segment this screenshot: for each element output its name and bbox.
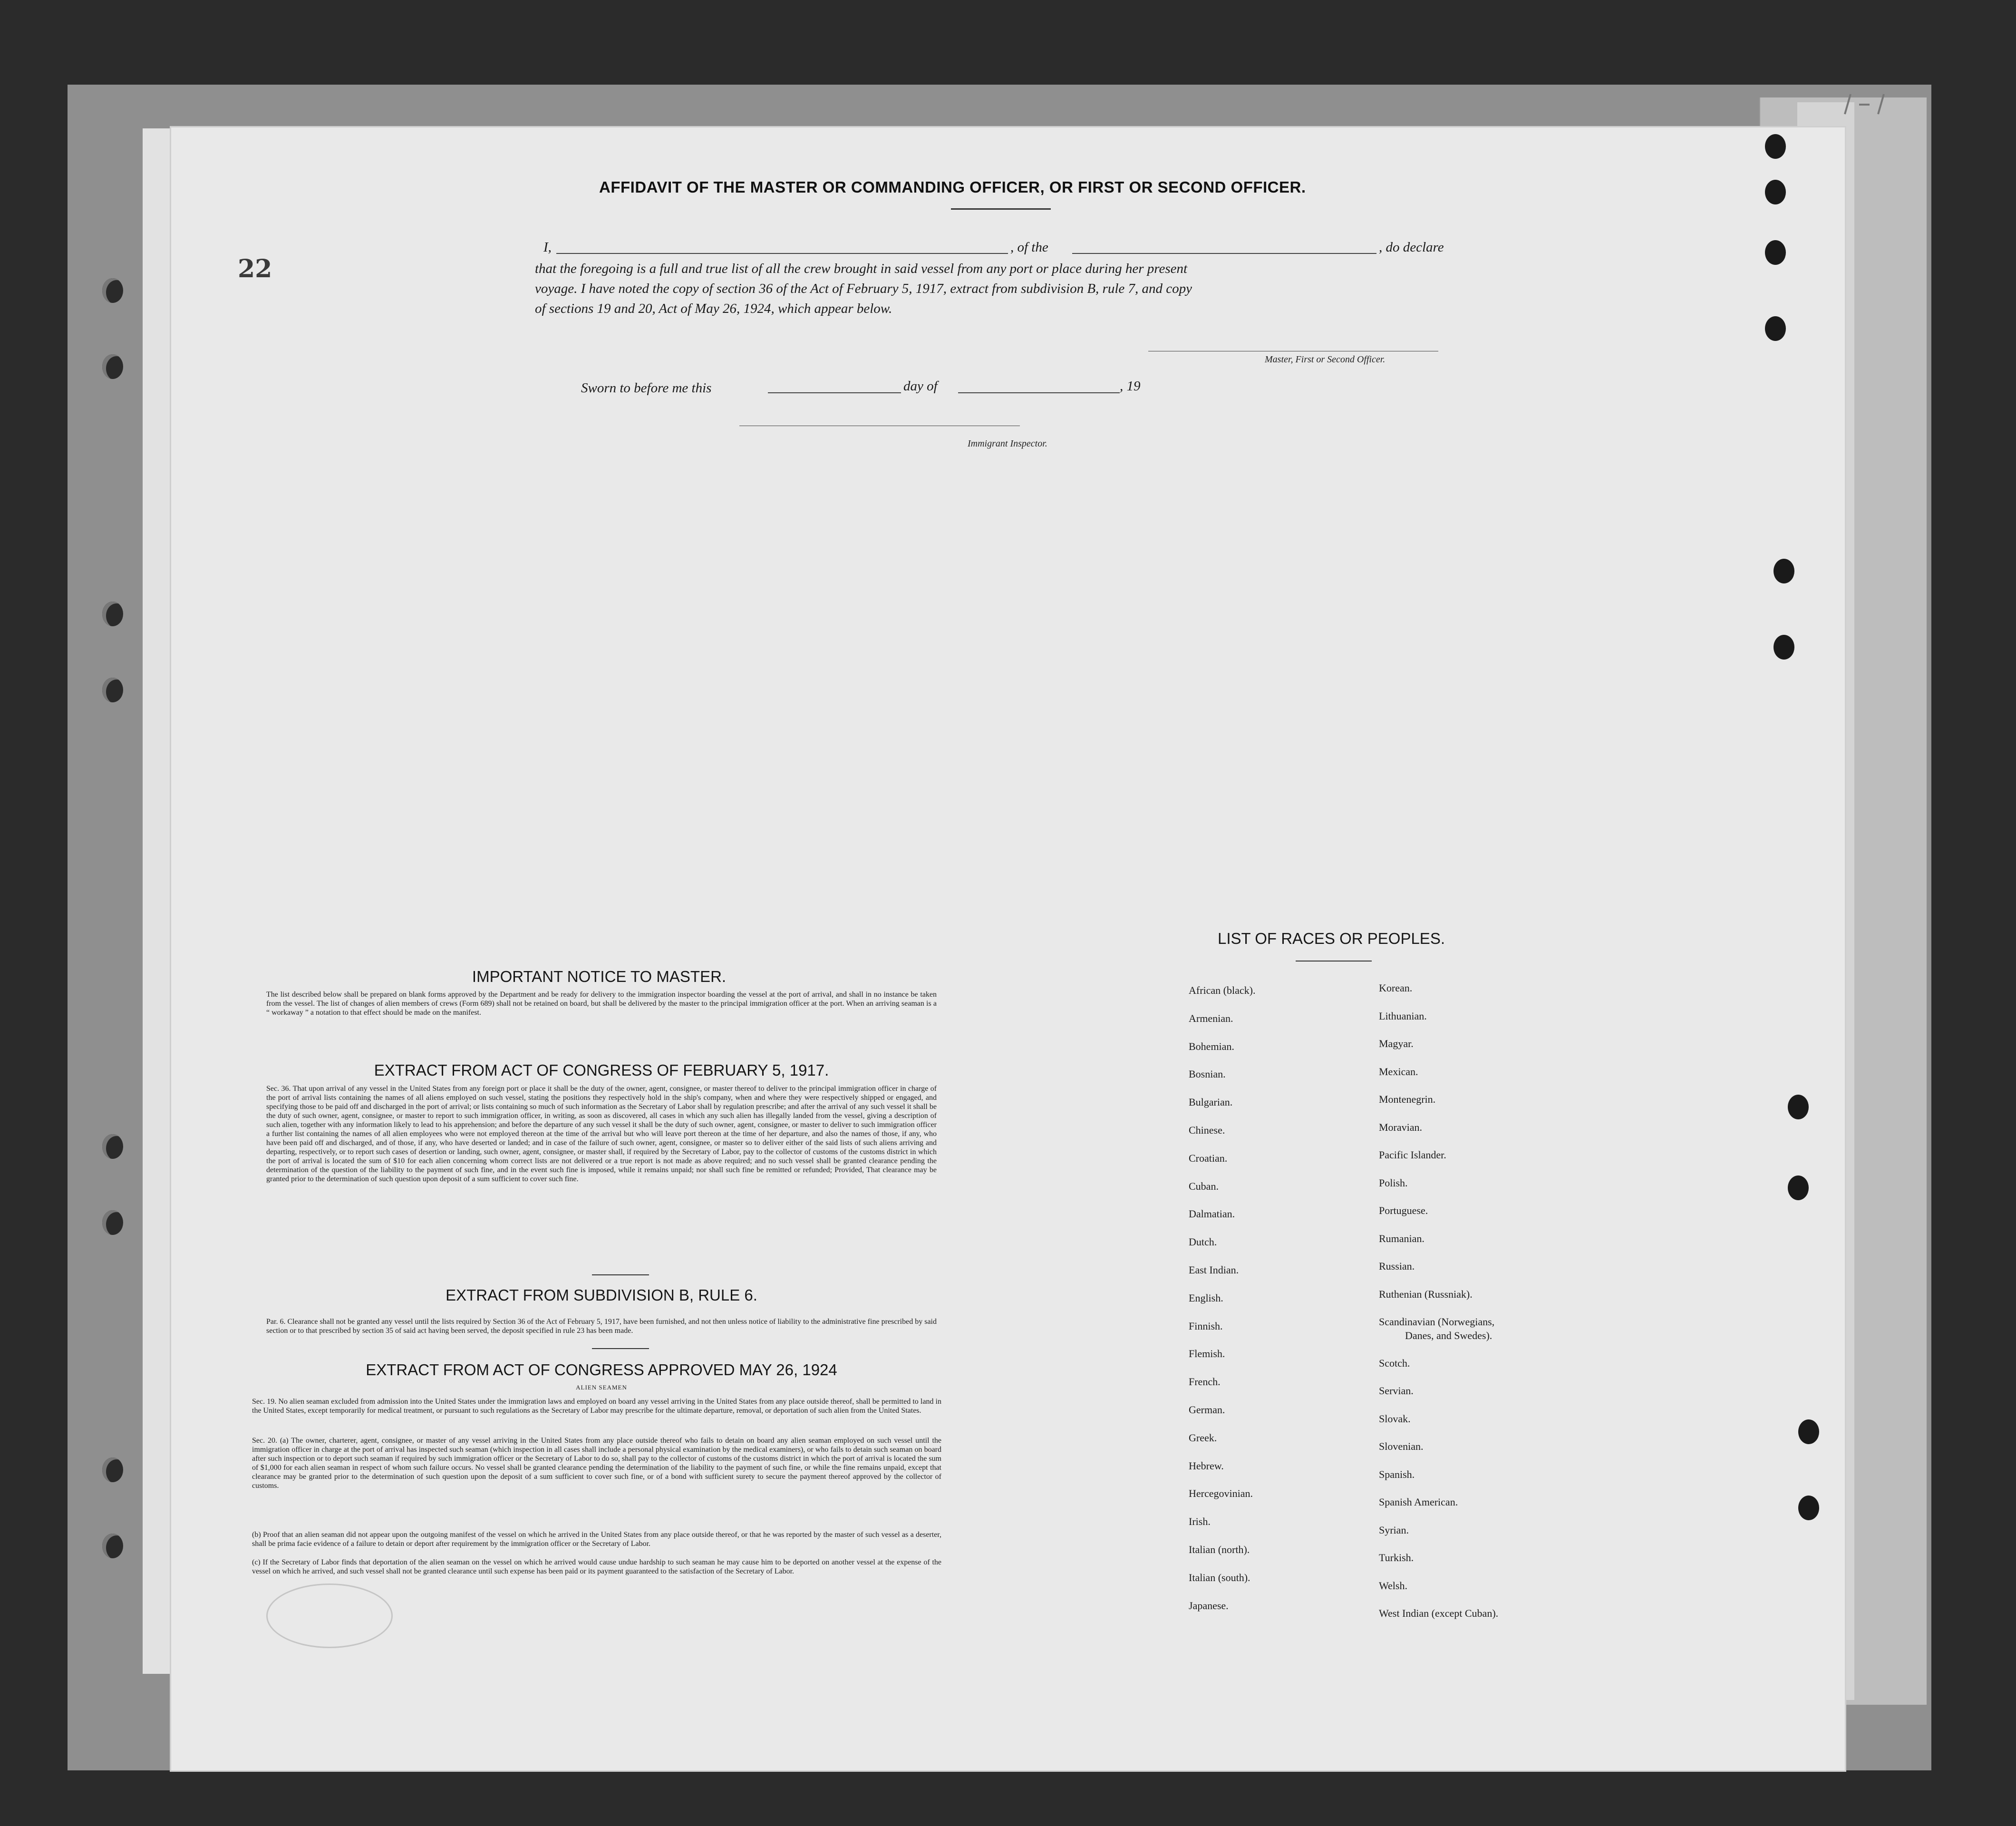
race-item: Slovak. <box>1379 1412 1411 1425</box>
race-item: Bulgarian. <box>1189 1096 1233 1108</box>
races-title: LIST OF RACES OR PEOPLES. <box>1217 930 1445 947</box>
race-item: Magyar. <box>1379 1038 1414 1049</box>
race-item: Irish. <box>1189 1515 1211 1528</box>
binder-hole <box>1788 1175 1809 1200</box>
extract-1924-sec20b: (b) Proof that an alien seaman did not appear upon the outgoing manifest of the vessel on which he arrived in the United States from any place outside thereof, or that he was reported by the master of such vessel as a deserter, shall be prima facie evidence of a failure to detain or deport after requirement by the immigration officer or the Secretary of Labor. <box>252 1531 941 1548</box>
race-item: German. <box>1189 1404 1225 1416</box>
section-divider <box>592 1348 649 1349</box>
signer-caption: Master, First or Second Officer. <box>1265 354 1386 365</box>
affidavit-divider <box>951 208 1051 210</box>
day-of-label: day of <box>903 379 938 394</box>
binder-hole <box>102 678 123 702</box>
race-item: Scotch. <box>1379 1357 1410 1369</box>
section-divider <box>592 1274 649 1275</box>
race-item: Ruthenian (Russniak). <box>1379 1288 1473 1300</box>
extract-1917-body: Sec. 36. That upon arrival of any vessel in the United States from any foreign port or place it shall be the duty of the owner, agent, consignee, or master thereof to deliver to the principal immigration officer in charge of the port of arrival lists containing the names of all aliens employed on such vessel, stating the positions they respectively hold in the ship's company, when and where they were respectively shipped or engaged, and specifying those to be paid off and discharged in the port of arrival; or lists containing so much of such information as the Secretary of Labor shall by regulation prescribe; and after the arrival of any such vessel it shall be the duty of such owner, agent, consignee, or master to report to such immigration officer, in writing, as soon as discovered, all cases in which any such alien has illegally landed from the vessel, giving a description of such alien, together with any information likely to lead to his apprehension; and before the departure of any such vessel it shall be the duty of such owner, agent, consignee, or master to deliver to such immigration officer a further list containing the names of all alien employees who were not employed thereon at the time of the arrival but who will leave port thereon at the time of her departure, and also the names of those, if any, who have been paid off and discharged, and of those, if any, who have deserted or landed; and in case of the failure of such owner, agent, consignee, or master so to deliver either of the said lists of such aliens arriving and departing, respectively, or to report such cases of desertion or landing, such owner, agent, consignee, or master shall, if required by the Secretary of Labor, pay to the collector of customs of the customs district in which the port of arrival is located the sum of $10 for each alien concerning whom correct lists are not delivered or a true report is not made as above required; and no such vessel shall be granted clearance pending the determination of the question of the liability to the payment of such fine, and in the event such fine is imposed, while it remains unpaid; nor shall such fine be remitted or refunded; Provided, That clearance may be granted prior to the determination of such question upon deposit of a sum sufficient to cover such fine. <box>266 1085 937 1183</box>
race-item: Chinese. <box>1189 1124 1225 1136</box>
notice-title: IMPORTANT NOTICE TO MASTER. <box>472 968 727 985</box>
race-item: Bohemian. <box>1189 1040 1234 1052</box>
manifest-page <box>171 127 1845 1770</box>
affidavit-of-the: , of the <box>1010 240 1048 255</box>
handwritten-edge-mark <box>1840 90 1897 119</box>
race-item: Italian (south). <box>1189 1571 1250 1583</box>
binder-hole <box>102 1534 123 1558</box>
binder-hole <box>1765 316 1786 341</box>
race-item: Mexican. <box>1379 1065 1418 1078</box>
name-line <box>556 253 1008 254</box>
extract-1924-title: EXTRACT FROM ACT OF CONGRESS APPROVED MAY 26, 1924 <box>366 1361 837 1379</box>
race-item: East Indian. <box>1189 1264 1239 1276</box>
extract-1924-sec20a: Sec. 20. (a) The owner, charterer, agent, consignee, or master of any vessel arriving in the United States from any place outside thereof who fails to detain on board any alien seaman employed on such vessel until the immigration officer in charge at the port of arrival has inspected such seaman (which inspection in all cases shall include a personal physical examination by the medical examiners), or who fails to detain such seaman on board after such inspection or to deport such seaman if required by such immigration officer or the Secretary of Labor to do so, shall pay to the collector of customs of the customs district in which the port of arrival is located the sum of $1,000 for each alien seaman in respect of whom such failure occurs. No vessel shall be granted clearance pending the determination of the liability to the payment of such fine, or while the fine remains unpaid, except that clearance may be granted prior to the determination of such question upon the deposit of a sum sufficient to cover such fine, or of a bond with sufficient surety to secure the payment thereof approved by the collector of customs. <box>252 1437 941 1490</box>
race-item: Welsh. <box>1379 1579 1407 1592</box>
race-item: French. <box>1189 1376 1221 1388</box>
race-item: English. <box>1189 1292 1223 1304</box>
race-item: Italian (north). <box>1189 1544 1250 1555</box>
race-item: Rumanian. <box>1379 1232 1425 1244</box>
extract-rule6-title: EXTRACT FROM SUBDIVISION B, RULE 6. <box>446 1286 757 1304</box>
race-item: Russian. <box>1379 1260 1415 1272</box>
race-item: African (black). <box>1189 984 1256 996</box>
race-item: Korean. <box>1379 982 1413 994</box>
extract-1917-title: EXTRACT FROM ACT OF CONGRESS OF FEBRUARY 5, 1917. <box>374 1061 829 1079</box>
race-item: Croatian. <box>1189 1152 1228 1164</box>
binder-hole <box>102 1134 123 1159</box>
extract-1924-subtitle: ALIEN SEAMEN <box>576 1384 627 1391</box>
race-item: Slovenian. <box>1379 1440 1424 1452</box>
affidavit-i: I, <box>543 240 552 255</box>
binder-hole <box>1765 134 1786 159</box>
binder-hole <box>1798 1496 1819 1520</box>
race-item: Turkish. <box>1379 1552 1414 1564</box>
affidavit-line-2: that the foregoing is a full and true list of all the crew brought in said vessel from any port or place during her present <box>535 261 1188 276</box>
year-label: , 19 <box>1120 379 1141 394</box>
affidavit-title: AFFIDAVIT OF THE MASTER OR COMMANDING OFFICER, OR FIRST OR SECOND OFFICER. <box>599 178 1306 196</box>
race-item: Dutch. <box>1189 1236 1217 1248</box>
binder-hole <box>1765 240 1786 265</box>
race-item: Hercegovinian. <box>1189 1487 1253 1500</box>
race-item: Greek. <box>1189 1431 1217 1444</box>
race-item: Spanish. <box>1379 1468 1415 1480</box>
race-item: Portuguese. <box>1379 1204 1428 1216</box>
affidavit-line-4: of sections 19 and 20, Act of May 26, 1924, which appear below. <box>535 301 892 316</box>
binder-hole <box>102 602 123 626</box>
notice-body: The list described below shall be prepared on blank forms approved by the Department and be ready for delivery to the immigration inspector boarding the vessel at the port of arrival, and shall in no instance be taken from the vessel. The list of changes of alien members of crews (Form 689) shall not be retained on board, but shall be delivered by the master to the principal immigration officer at the port. When an arriving seaman is a “ workaway ” a notation to that effect should be made on the manifest. <box>266 991 937 1017</box>
race-item: Hebrew. <box>1189 1459 1224 1472</box>
binder-hole <box>1774 635 1794 660</box>
binder-hole <box>1765 180 1786 204</box>
race-item: Flemish. <box>1189 1348 1225 1360</box>
sworn-day-line <box>768 392 901 393</box>
race-item: Japanese. <box>1189 1599 1229 1612</box>
race-item: Montenegrin. <box>1379 1093 1436 1105</box>
extract-1924-sec20c: (c) If the Secretary of Labor finds that deportation of the alien seaman on the vessel on which he arrived would cause undue hardship to such seaman he may cause him to be deported on another vessel at the expense of the vessel on which he arrived, and such vessel shall not be granted clearance until such expense has been paid or its payment guaranteed to the satisfaction of the Secretary of Labor. <box>252 1558 941 1575</box>
sworn-label: Sworn to before me this <box>581 380 712 396</box>
faded-stamp <box>266 1583 393 1648</box>
binder-hole <box>102 1457 123 1482</box>
race-item: Dalmatian. <box>1189 1208 1235 1220</box>
extract-rule6-body: Par. 6. Clearance shall not be granted any vessel until the lists required by Section 36 of the Act of February 5, 1917, have been furnished, and not then unless notice of liability to the administrative fine prescribed by said section or to that prescribed by section 35 of said act having been served, the deposit specified in rule 23 has been made. <box>266 1318 937 1335</box>
binder-hole <box>1788 1095 1809 1119</box>
affidavit-declare: , do declare <box>1379 240 1444 255</box>
race-item: Spanish American. <box>1379 1496 1458 1508</box>
extract-1924-sec19: Sec. 19. No alien seaman excluded from admission into the United States under the immigration laws and employed on board any vessel arriving in the United States from any place outside thereof, shall be permitted to land in the United States, except temporarily for medical treatment, or pursuant to such regulations as the Secretary of Labor may prescribe for the ultimate departure, removal, or deportation of such alien from the United States. <box>252 1398 941 1415</box>
vessel-line <box>1072 253 1376 254</box>
binder-hole <box>1798 1419 1819 1444</box>
race-item: Bosnian. <box>1189 1068 1226 1080</box>
race-item: West Indian (except Cuban). <box>1379 1607 1499 1619</box>
race-item: Servian. <box>1379 1385 1414 1397</box>
race-item: Syrian. <box>1379 1524 1409 1536</box>
race-item: Cuban. <box>1189 1180 1219 1192</box>
races-divider <box>1296 961 1372 962</box>
race-item: Danes, and Swedes). <box>1405 1329 1493 1341</box>
race-item: Pacific Islander. <box>1379 1149 1446 1161</box>
inspector-caption: Immigrant Inspector. <box>968 438 1047 449</box>
binder-hole <box>102 278 123 303</box>
binder-hole <box>1774 559 1794 583</box>
race-item: Lithuanian. <box>1379 1010 1427 1022</box>
affidavit-line-3: voyage. I have noted the copy of section 36 of the Act of February 5, 1917, extract from subdivision B, rule 7, and copy <box>535 281 1192 296</box>
race-item: Moravian. <box>1379 1121 1423 1133</box>
race-item: Finnish. <box>1189 1320 1223 1332</box>
sworn-month-line <box>958 392 1120 393</box>
binder-hole <box>102 1210 123 1235</box>
binder-hole <box>102 354 123 379</box>
race-item: Polish. <box>1379 1176 1408 1189</box>
page-number: 22 <box>238 254 272 283</box>
race-item: Scandinavian (Norwegians, <box>1379 1316 1495 1328</box>
race-item: Armenian. <box>1189 1012 1233 1024</box>
